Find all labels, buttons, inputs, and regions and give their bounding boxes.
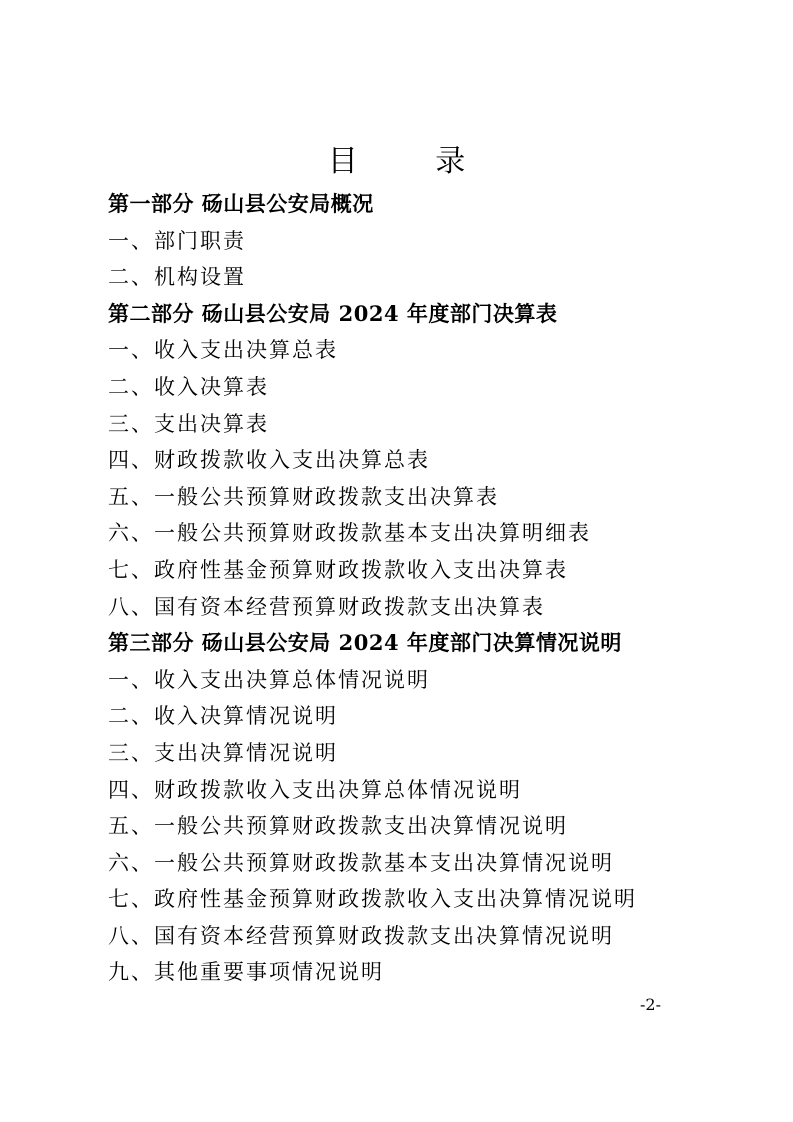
toc-item: 七、政府性基金预算财政拨款收入支出决算表 [108,557,568,582]
toc-item: 二、收入决算情况说明 [108,704,338,729]
toc-item: 一、收入支出决算总体情况说明 [108,667,430,692]
toc-item: 三、支出决算表 [108,411,269,436]
toc-item: 八、国有资本经营预算财政拨款支出决算表 [108,594,545,619]
toc-item: 四、财政拨款收入支出决算总表 [108,448,430,473]
table-of-contents [108,186,728,991]
toc-item: 六、一般公共预算财政拨款基本支出决算明细表 [108,521,591,546]
toc-item: 一、收入支出决算总表 [108,338,338,363]
toc-part-3: 第三部分 砀山县公安局 2024 年度部门决算情况说明 [108,630,622,656]
toc-part-2: 第二部分 砀山县公安局 2024 年度部门决算表 [108,300,558,326]
toc-item: 五、一般公共预算财政拨款支出决算表 [108,484,499,509]
page-number: -2- [640,995,661,1014]
toc-part-1: 第一部分 砀山县公安局概况 [108,191,374,216]
toc-item: 八、国有资本经营预算财政拨款支出决算情况说明 [108,923,614,948]
toc-item: 三、支出决算情况说明 [108,740,338,765]
toc-item: 四、财政拨款收入支出决算总体情况说明 [108,777,522,802]
toc-item: 六、一般公共预算财政拨款基本支出决算情况说明 [108,850,614,875]
toc-item: 一、部门职责 [108,228,246,253]
page-title: 目 录 [327,144,500,179]
toc-item: 七、政府性基金预算财政拨款收入支出决算情况说明 [108,887,637,912]
toc-item: 九、其他重要事项情况说明 [108,960,384,985]
toc-item: 二、机构设置 [108,265,246,290]
toc-item: 五、一般公共预算财政拨款支出决算情况说明 [108,814,568,839]
toc-item: 二、收入决算表 [108,374,269,399]
